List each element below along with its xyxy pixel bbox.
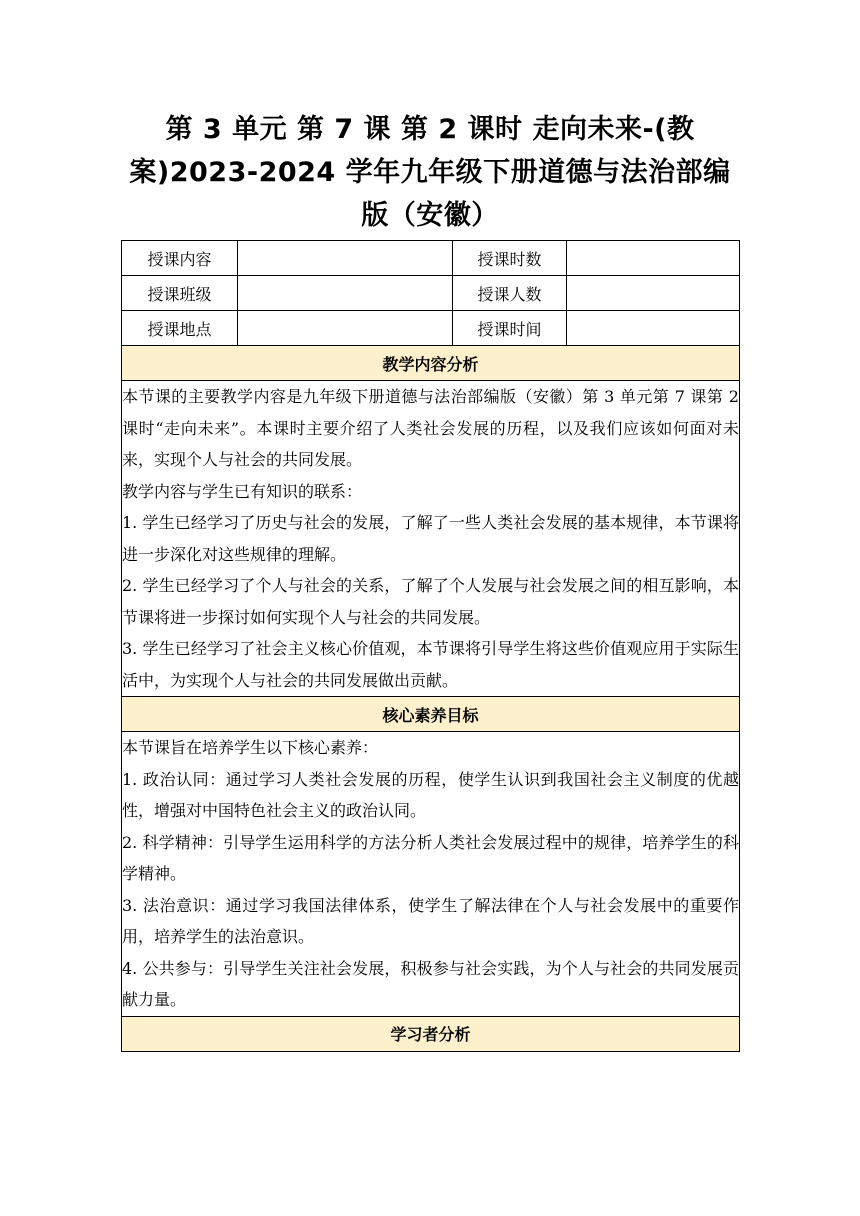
paragraph: 4. 公共参与：引导学生关注社会发展，积极参与社会实践，为个人与社会的共同发展贡献力量。: [122, 958, 739, 1009]
paragraph: 1. 政治认同：通过学习人类社会发展的历程，使学生认识到我国社会主义制度的优越性，增强对中国特色社会主义的政治认同。: [122, 769, 739, 820]
section-heading-learner-analysis: 学习者分析: [122, 1016, 740, 1051]
paragraph: 3. 学生已经学习了社会主义核心价值观，本节课将引导学生将这些价值观应用于实际生活中，为实现个人与社会的共同发展做出贡献。: [122, 639, 739, 690]
info-value-location[interactable]: [238, 311, 453, 346]
paragraph: 本节课的主要教学内容是九年级下册道德与法治部编版（安徽）第 3 单元第 7 课第 2 课时“走向未来”。本课时主要介绍了人类社会发展的历程，以及我们应该如何面对未来，实现个人与社会的共同发展。: [122, 387, 739, 469]
section-body-content-analysis: [122, 381, 740, 697]
info-row: [122, 276, 740, 311]
info-value-hours[interactable]: [567, 241, 740, 276]
info-label-location: 授课地点: [122, 311, 238, 346]
paragraph: 3. 法治意识：通过学习我国法律体系，使学生了解法律在个人与社会发展中的重要作用，培养学生的法治意识。: [122, 895, 739, 946]
info-label-content: 授课内容: [122, 241, 238, 276]
info-value-time[interactable]: [567, 311, 740, 346]
info-value-content[interactable]: [238, 241, 453, 276]
paragraph: 2. 科学精神：引导学生运用科学的方法分析人类社会发展过程中的规律，培养学生的科学精神。: [122, 832, 739, 883]
section-body-core-literacy: [122, 732, 740, 1017]
info-row: [122, 241, 740, 276]
info-label-hours: 授课时数: [453, 241, 567, 276]
section-heading-content-analysis: 教学内容分析: [122, 346, 740, 381]
paragraph: 本节课旨在培养学生以下核心素养：: [122, 738, 379, 757]
document-title: 第 3 单元 第 7 课 第 2 课时 走向未来-(教案)2023-2024 学年九年级下册道德与法治部编版（安徽）: [129, 114, 731, 231]
info-row: [122, 311, 740, 346]
lesson-plan-table: [121, 240, 740, 1052]
info-value-students[interactable]: [567, 276, 740, 311]
info-label-class: 授课班级: [122, 276, 238, 311]
info-label-time: 授课时间: [453, 311, 567, 346]
section-heading-core-literacy: 核心素养目标: [122, 697, 740, 732]
paragraph: 教学内容与学生已有知识的联系：: [122, 481, 363, 501]
info-label-students: 授课人数: [453, 276, 567, 311]
paragraph: 2. 学生已经学习了个人与社会的关系，了解了个人发展与社会发展之间的相互影响，本节课将进一步探讨如何实现个人与社会的共同发展。: [122, 576, 739, 627]
paragraph: 1. 学生已经学习了历史与社会的发展，了解了一些人类社会发展的基本规律，本节课将进一步深化对这些规律的理解。: [122, 513, 739, 564]
info-value-class[interactable]: [238, 276, 453, 311]
